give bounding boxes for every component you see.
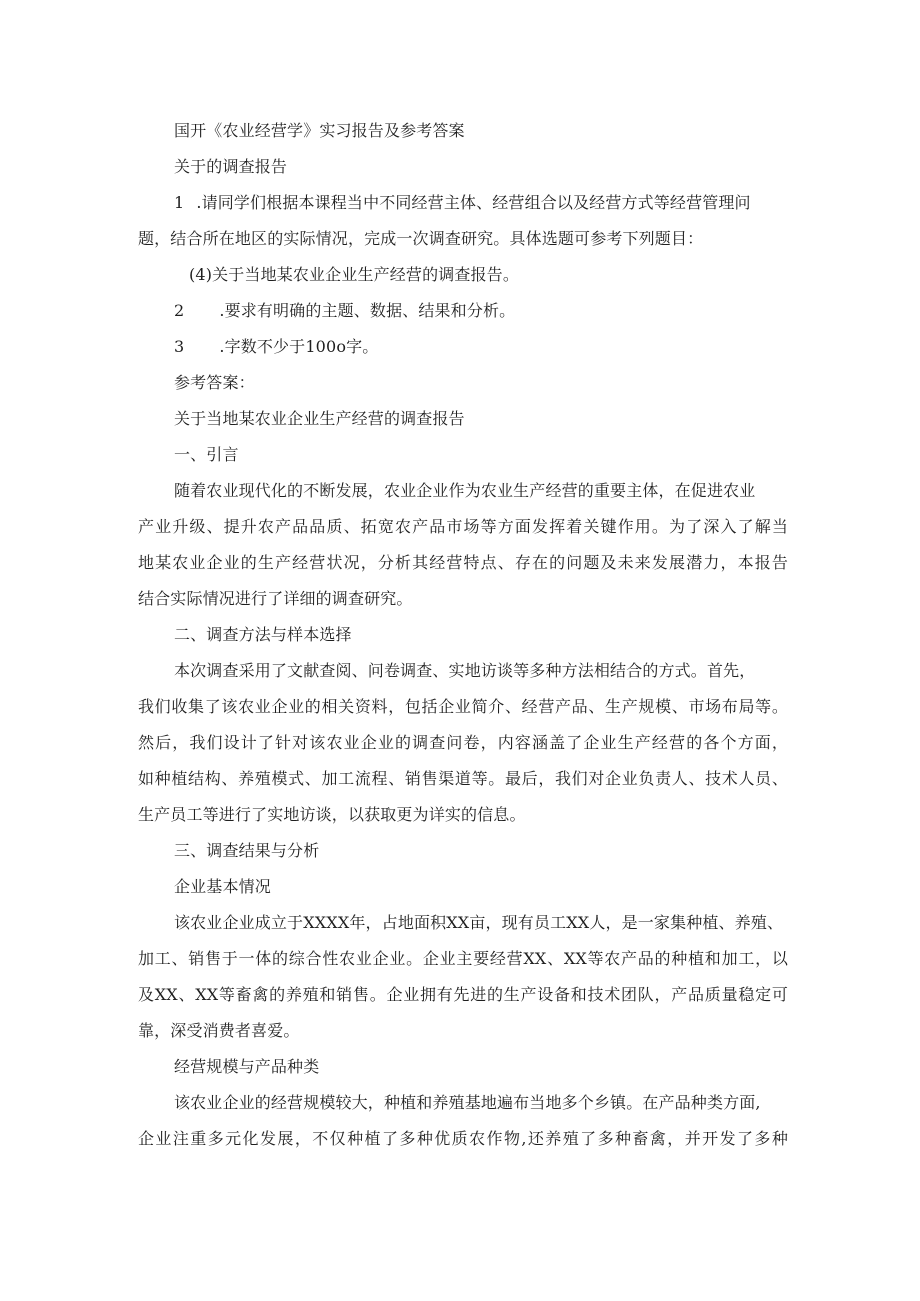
requirement-1-line-1 xyxy=(174,193,824,213)
requirement-2-number: 2 xyxy=(174,301,185,320)
basic-info-line-3: 及XX、XX等畜禽的养殖和销售。企业拥有先进的生产设备和技术团队，产品质量稳定可 xyxy=(138,985,788,1004)
basic-info-line-4: 靠，深受消费者喜爱。 xyxy=(138,1021,300,1040)
requirement-3-text: .字数不少于100o字。 xyxy=(219,337,379,356)
intro-line-2: 产业升级、提升农产品品质、拓宽农产品市场等方面发挥着关键作用。为了深入了解当 xyxy=(138,517,788,536)
requirement-2-text: .要求有明确的主题、数据、结果和分析。 xyxy=(219,301,516,320)
method-line-5: 生产员工等进行了实地访谈，以获取更为详实的信息。 xyxy=(138,805,526,824)
intro-heading: 一、引言 xyxy=(174,445,239,464)
basic-info-line-2: 加工、销售于一体的综合性农业企业。企业主要经营XX、XX等农产品的种植和加工，以 xyxy=(138,949,788,968)
answer-label: 参考答案： xyxy=(174,373,255,392)
intro-line-3: 地某农业企业的生产经营状况，分析其经营特点、存在的问题及未来发展潜力，本报告 xyxy=(138,553,788,572)
method-line-2: 我们收集了该农业企业的相关资料，包括企业简介、经营产品、生产规模、市场布局等。 xyxy=(138,697,788,716)
document-subtitle: 关于的调查报告 xyxy=(174,157,288,176)
scale-line-2: 企业注重多元化发展，不仅种植了多种优质农作物,还养殖了多种畜禽，并开发了多种 xyxy=(138,1129,788,1148)
method-heading: 二、调查方法与样本选择 xyxy=(174,625,352,644)
results-heading: 三、调查结果与分析 xyxy=(174,841,320,860)
method-line-1: 本次调查采用了文献查阅、问卷调查、实地访谈等多种方法相结合的方式。首先， xyxy=(174,661,756,680)
requirement-2-line xyxy=(174,301,824,321)
scale-line-1: 该农业企业的经营规模较大，种植和养殖基地遍布当地多个乡镇。在产品种类方面, xyxy=(174,1093,761,1112)
basic-info-heading: 企业基本情况 xyxy=(174,877,271,896)
intro-line-1: 随着农业现代化的不断发展，农业企业作为农业生产经营的重要主体，在促进农业 xyxy=(174,481,756,500)
scale-heading: 经营规模与产品种类 xyxy=(174,1057,320,1076)
method-line-4: 如种植结构、养殖模式、加工流程、销售渠道等。最后，我们对企业负责人、技术人员、 xyxy=(138,769,788,788)
basic-info-line-1: 该农业企业成立于XXXX年，占地面积XX亩，现有员工XX人，是一家集种植、养殖、 xyxy=(174,913,784,932)
requirement-4-line xyxy=(189,265,839,285)
intro-line-4: 结合实际情况进行了详细的调查研究。 xyxy=(138,589,413,608)
requirement-3-number: 3 xyxy=(174,337,185,356)
requirement-1-line-2: 题，结合所在地区的实际情况，完成一次调查研究。具体选题可参考下列题目： xyxy=(138,229,704,248)
report-title: 关于当地某农业企业生产经营的调查报告 xyxy=(174,409,465,428)
requirement-4-text: 关于当地某农业企业生产经营的调查报告。 xyxy=(212,265,519,284)
requirement-4-number: (4) xyxy=(189,265,213,284)
requirement-1-text-line-1: .请同学们根据本课程当中不同经营主体、经营组合以及经营方式等经营管理问 xyxy=(196,193,751,212)
document-title: 国开《农业经营学》实习报告及参考答案 xyxy=(174,121,465,140)
requirement-1-number: 1 xyxy=(174,193,185,212)
method-line-3: 然后，我们设计了针对该农业企业的调查问卷，内容涵盖了企业生产经营的各个方面， xyxy=(138,733,788,752)
requirement-3-line xyxy=(174,337,824,357)
